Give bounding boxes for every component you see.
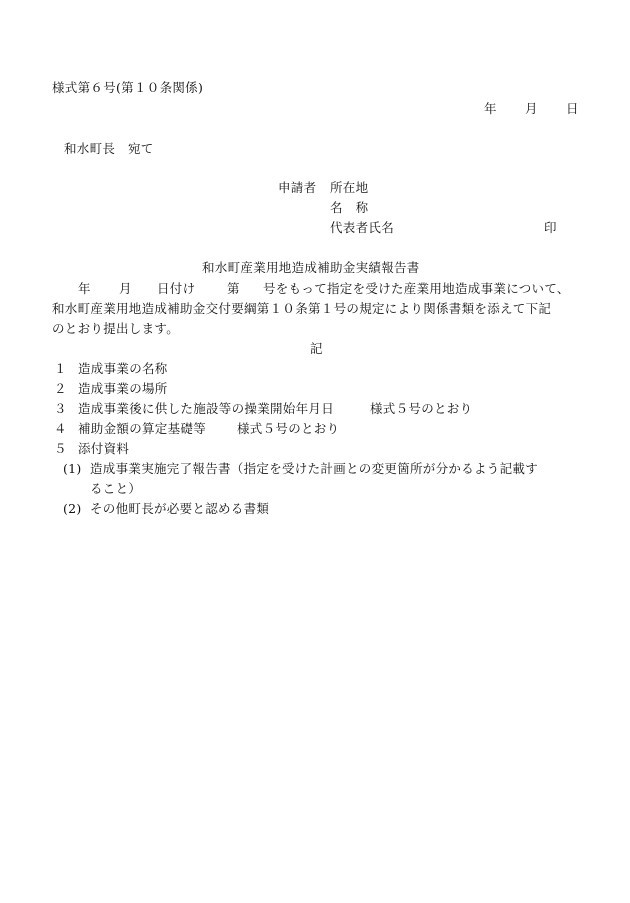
date-month: 月 (525, 101, 538, 116)
subitem-text-continued: ること） (90, 481, 142, 496)
item-text: 造成事業の名称 (78, 361, 168, 376)
applicant-label: 申請者 (278, 180, 317, 195)
ki-heading: 記 (310, 341, 323, 356)
item-text: 造成事業の場所 (78, 381, 168, 396)
document-title: 和水町産業用地造成補助金実績報告書 (202, 260, 420, 275)
form-number: 様式第６号(第１０条関係) (52, 80, 204, 95)
addressee: 和水町長 宛て (64, 141, 154, 156)
item-text: 造成事業後に供した施設等の操業開始年月日 (78, 401, 335, 416)
item-number: ３ (54, 401, 67, 416)
body-date-suffix: 日付け (157, 281, 196, 296)
item-text: 添付資料 (78, 441, 130, 456)
body-no-prefix: 第 (227, 281, 240, 296)
subitem-number: (2) (63, 501, 82, 516)
item-text: 補助金額の算定基礎等 (78, 421, 207, 436)
item-number: ４ (54, 421, 67, 436)
applicant-name-label: 名 称 (330, 200, 369, 215)
item-number: １ (54, 361, 67, 376)
subitem-text: その他町長が必要と認める書類 (90, 501, 270, 516)
body-line1: 号をもって指定を受けた産業用地造成事業について、 (263, 281, 570, 296)
seal-mark: 印 (544, 220, 557, 235)
date-day: 日 (566, 101, 579, 116)
item-note: 様式５号のとおり (237, 421, 340, 436)
subitem-text: 造成事業実施完了報告書（指定を受けた計画との変更箇所が分かるよう記載す (90, 461, 539, 476)
item-number: ５ (54, 441, 67, 456)
body-line3: のとおり提出します。 (52, 321, 180, 336)
item-note: 様式５号のとおり (370, 401, 473, 416)
date-year: 年 (484, 101, 497, 116)
item-number: ２ (54, 381, 67, 396)
body-month: 月 (119, 281, 132, 296)
applicant-representative-label: 代表者氏名 (330, 220, 395, 235)
body-year: 年 (78, 281, 91, 296)
applicant-address-label: 所在地 (330, 180, 369, 195)
body-line2: 和水町産業用地造成補助金交付要綱第１０条第１号の規定により関係書類を添えて下記 (52, 301, 552, 316)
subitem-number: (1) (63, 461, 82, 476)
